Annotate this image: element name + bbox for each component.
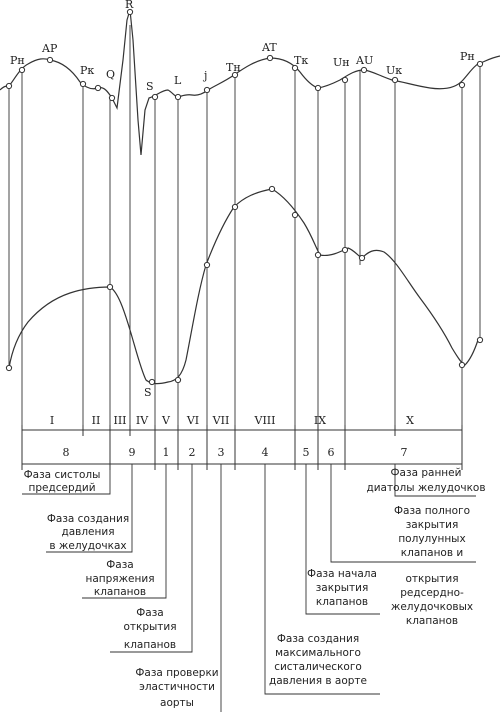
label-at: AT [262,41,277,54]
phase-num-6: 6 [327,446,335,459]
svg-text:желудочковых: желудочковых [390,601,474,613]
caption-pressure-creation [47,513,129,552]
svg-text:напряжения: напряжения [85,573,155,585]
label-tn: Tн [226,61,241,74]
phase-num-1: 1 [162,446,170,459]
roman-3: III [113,414,127,427]
svg-text:максимального: максимального [275,647,361,659]
phase-num-3: 3 [217,446,225,459]
svg-text:Фаза: Фаза [106,559,134,571]
svg-text:диатолы желудочков: диатолы желудочков [366,482,486,494]
svg-text:Фаза ранней: Фаза ранней [390,467,462,479]
svg-text:редсердно-: редсердно- [400,587,464,599]
caption-early-diastole [366,467,485,494]
roman-5: V [162,414,170,427]
caption-valve-opening [123,607,176,651]
caption-full-closure [391,505,473,627]
svg-text:клапанов: клапанов [405,615,459,627]
label-tk: Tк [294,54,309,67]
caption-atrial-systole [24,469,101,494]
label-q: Q [106,68,116,81]
svg-text:эластичности: эластичности [139,681,215,693]
svg-text:Фаза: Фаза [136,607,164,619]
svg-text:полулунных: полулунных [398,533,466,545]
label-s-top: S [146,80,154,93]
phase-num-2: 2 [188,446,196,459]
svg-text:клапанов: клапанов [123,639,177,651]
svg-text:давления: давления [61,526,115,538]
label-pn-right: Pн [460,50,475,63]
roman-8: VIII [254,414,276,427]
roman-10: X [406,414,414,427]
caption-max-pressure [269,633,367,687]
phase-bar [22,425,462,470]
svg-text:Фаза полного: Фаза полного [393,505,471,517]
caption-closure-start [307,568,377,608]
roman-1: I [49,414,55,427]
roman-phases [50,414,414,427]
label-l: L [174,74,182,87]
svg-text:закрытия: закрытия [405,519,459,531]
label-s-bottom: S [144,386,152,399]
svg-text:клапанов: клапанов [315,596,369,608]
svg-text:клапанов и: клапанов и [400,547,464,559]
ecg-curve [0,10,500,155]
phase-num-5: 5 [302,446,310,459]
svg-text:в желудочках: в желудочках [49,540,127,552]
label-r: R [125,0,134,11]
label-uk: Uк [386,64,403,77]
svg-text:Фаза систолы: Фаза систолы [23,469,101,481]
label-pk: Pк [80,64,95,77]
roman-4: IV [135,414,149,427]
phase-num-7: 7 [400,446,408,459]
label-j: j [204,69,208,82]
roman-6: VI [186,414,200,427]
label-au: AU [356,54,374,67]
roman-9: IX [313,414,327,427]
label-ap: AP [42,42,58,55]
svg-text:Фаза создания: Фаза создания [46,513,130,525]
svg-text:клапанов: клапанов [93,586,147,598]
svg-text:закрытия: закрытия [315,582,369,594]
pressure-curve [9,189,478,384]
roman-2: II [91,414,101,427]
caption-elasticity-check [135,667,218,709]
curve-points [6,9,482,384]
phase-num-4: 4 [261,446,269,459]
svg-text:Фаза проверки: Фаза проверки [135,667,219,679]
svg-text:открытия: открытия [123,621,177,633]
svg-text:давления в аорте: давления в аорте [268,675,368,687]
reference-lines [9,25,480,425]
roman-7: VII [212,414,230,427]
phase-num-9: 9 [128,446,136,459]
svg-text:аорты: аорты [160,697,194,709]
label-un: Uн [333,56,350,69]
svg-text:систалического: систалического [274,661,362,673]
label-pn-left: Pн [10,54,25,67]
svg-text:открытия: открытия [405,573,459,585]
caption-valve-tension [85,559,154,598]
svg-text:Фаза создания: Фаза создания [276,633,360,645]
phase-num-8: 8 [62,446,70,459]
svg-text:предсердий: предсердий [28,482,96,494]
svg-text:Фаза начала: Фаза начала [307,568,377,580]
